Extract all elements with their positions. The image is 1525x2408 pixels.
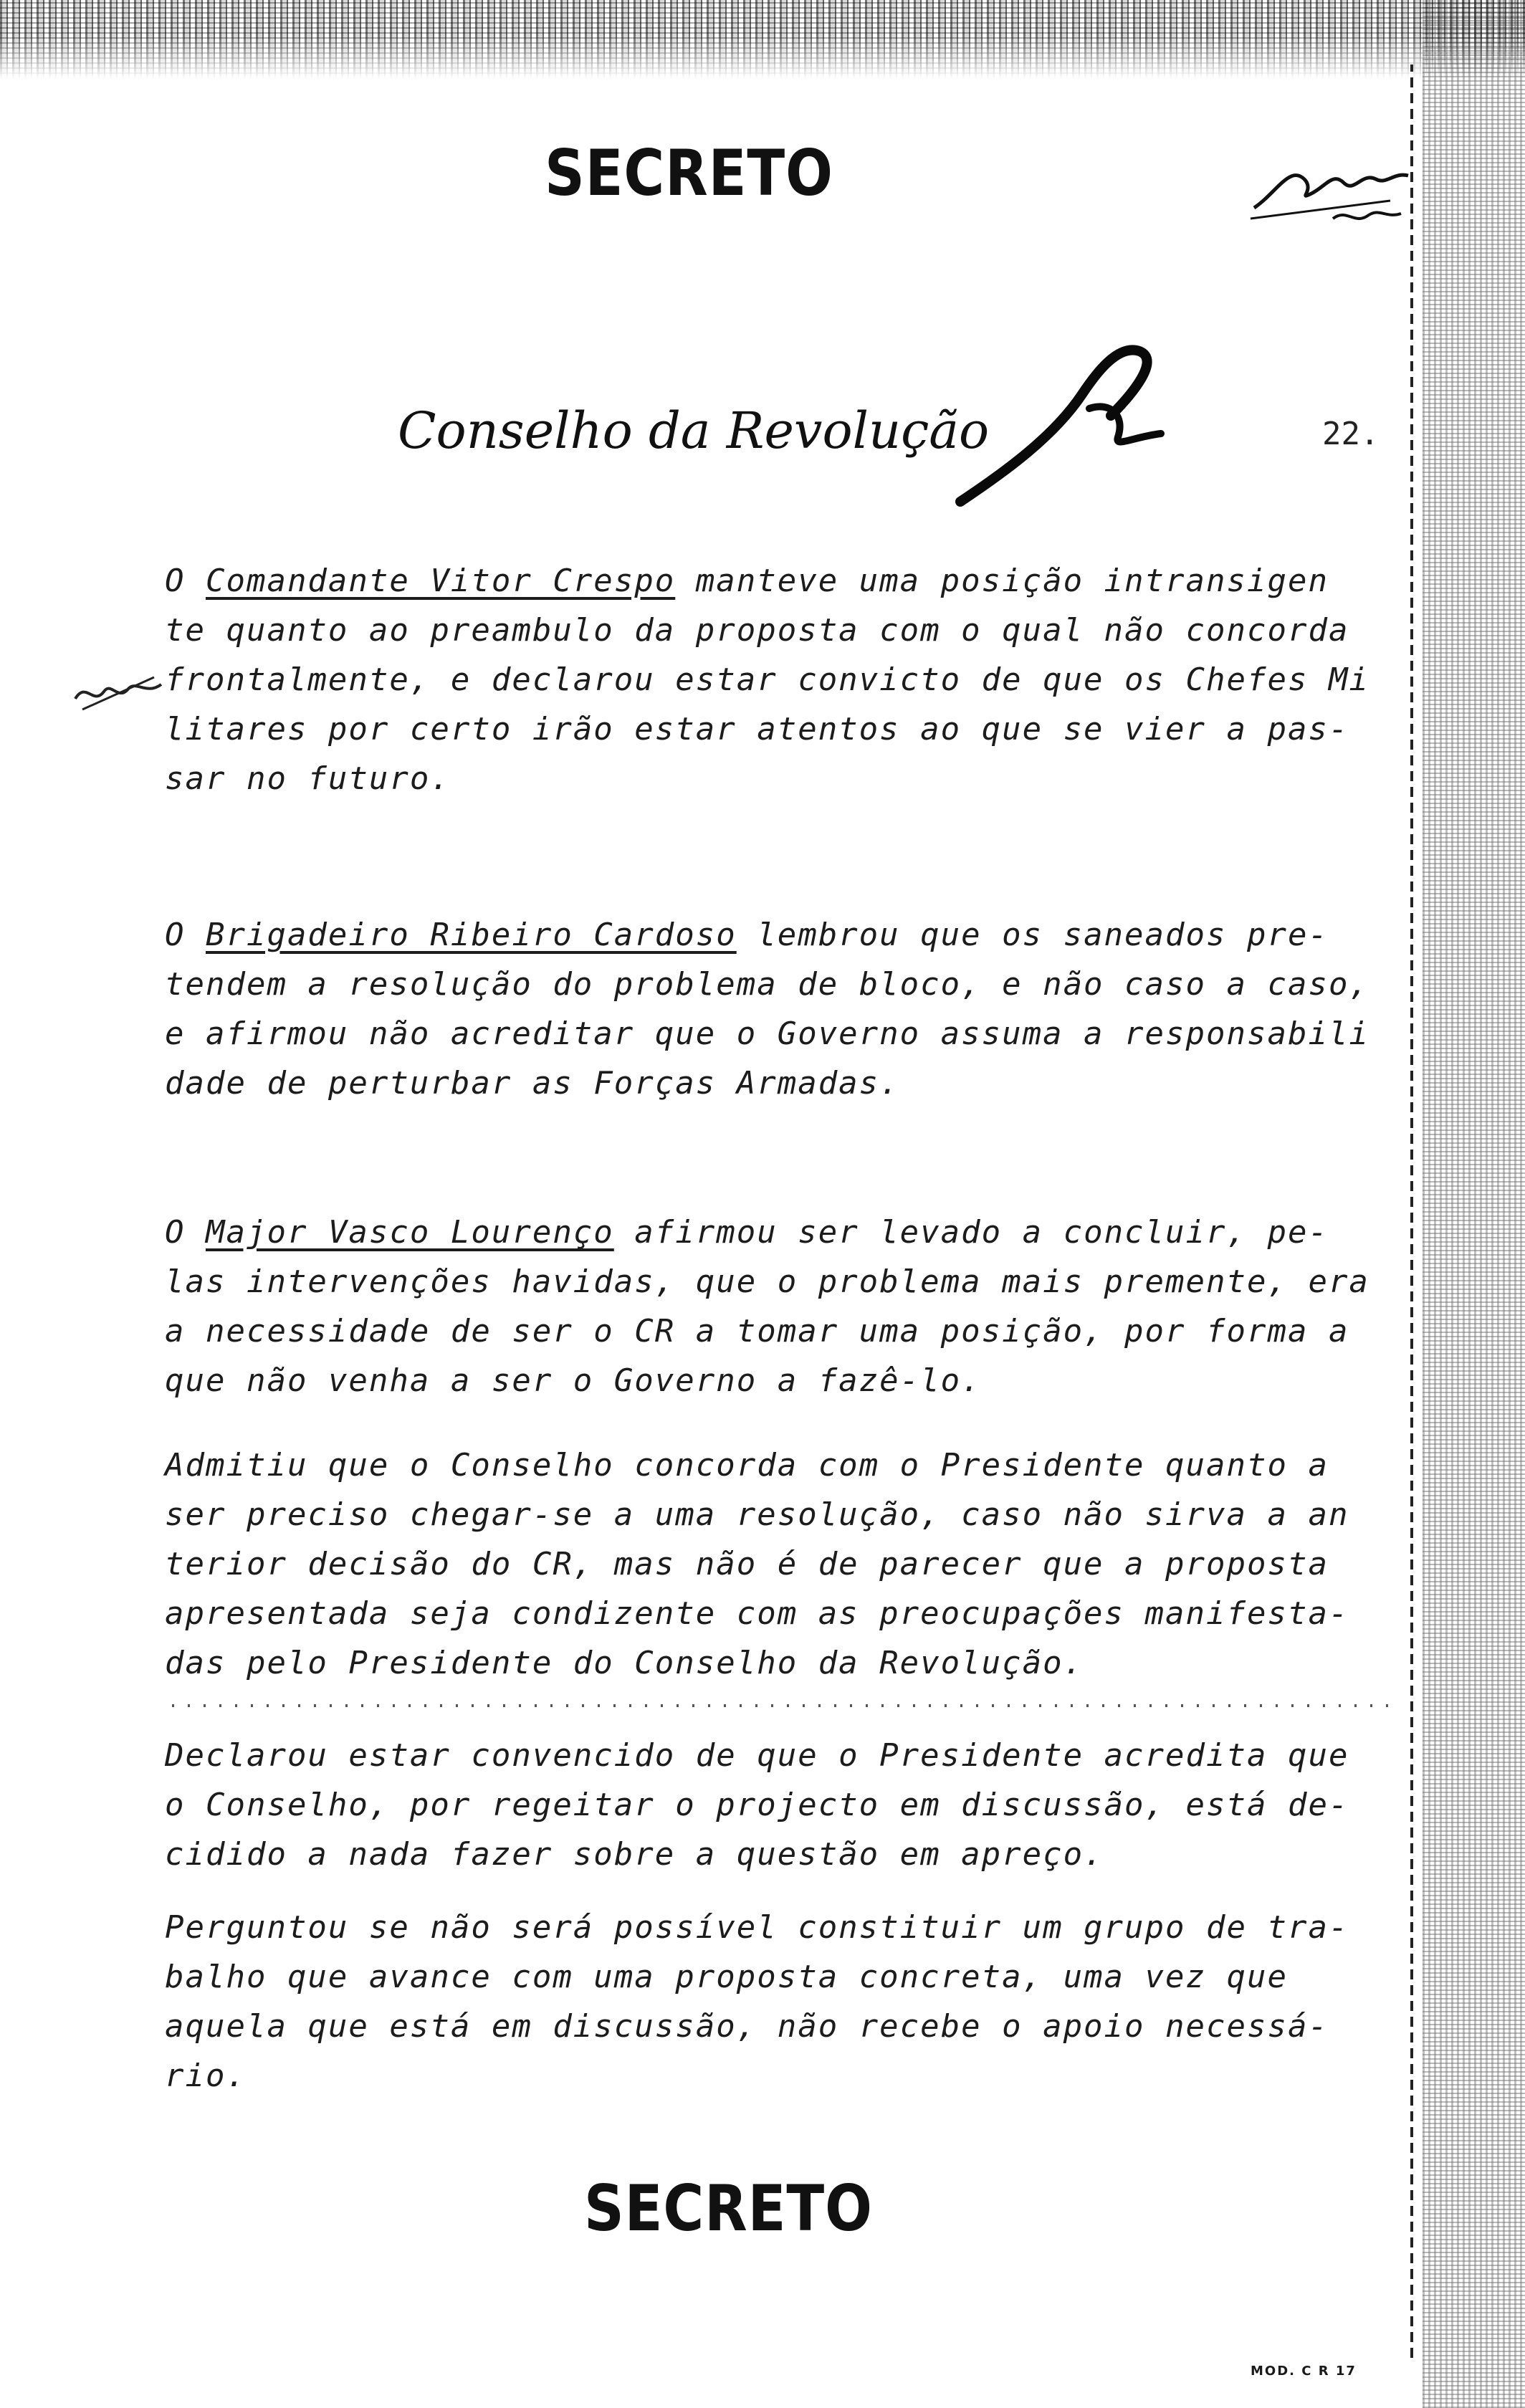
- text-segment: sar no futuro.: [165, 760, 451, 797]
- text-line: [165, 2051, 1340, 2101]
- text-line: [165, 1780, 1349, 1830]
- text-segment: dade de perturbar as Forças Armadas.: [165, 1065, 900, 1102]
- text-line: [165, 704, 1349, 754]
- text-line: [165, 910, 1340, 960]
- rubric-signature-center: [946, 330, 1182, 516]
- letterhead-title: Conselho da Revolução: [398, 401, 990, 460]
- speaker-name: Major Vasco Lourenço: [205, 1214, 614, 1251]
- text-line: [165, 1257, 1369, 1306]
- text-line: [165, 1009, 1369, 1059]
- text-segment: tendem a resolução do problema de bloco, e não caso a caso,: [165, 966, 1369, 1003]
- text-line: [165, 1356, 1340, 1405]
- text-line: [165, 655, 1369, 704]
- paragraph-brigadeiro-ribeiro-cardoso: [165, 910, 1369, 1108]
- text-segment: O: [165, 1214, 206, 1251]
- text-line: [165, 1830, 1340, 1879]
- text-segment: balho que avance com uma proposta concreta, uma vez que: [165, 1959, 1288, 1995]
- text-segment: frontalmente, e declarou estar convicto de que os Chefes Mi: [165, 661, 1369, 698]
- text-segment: Admitiu que o Conselho concorda com o Presidente quanto a: [165, 1447, 1329, 1484]
- scan-noise-top: [0, 0, 1525, 79]
- text-line: [165, 1638, 1340, 1688]
- text-segment: apresentada seja condizente com as preocupações manifesta-: [165, 1595, 1349, 1632]
- signature-initials-top-right: [1247, 150, 1419, 244]
- text-segment: O: [165, 917, 206, 953]
- margin-initials-left: [68, 666, 168, 717]
- text-segment: a necessidade de ser o CR a tomar uma posição, por forma a: [165, 1313, 1349, 1349]
- text-line: [165, 1539, 1340, 1589]
- text-segment: O: [165, 563, 206, 599]
- paragraph-admitiu: [165, 1440, 1349, 1688]
- text-line: [165, 754, 1340, 803]
- page-edge-line: [1410, 64, 1413, 2358]
- text-line: [165, 1306, 1349, 1356]
- text-line: [165, 960, 1369, 1009]
- text-segment: terior decisão do CR, mas não é de parecer que a proposta: [165, 1546, 1329, 1582]
- text-line: [165, 1208, 1340, 1257]
- form-code: MOD. C R 17: [1251, 2364, 1357, 2379]
- text-line: [165, 606, 1349, 655]
- text-segment: litares por certo irão estar atentos ao que se vier a pas-: [165, 711, 1349, 747]
- classification-stamp-top: SECRETO: [545, 136, 833, 210]
- text-segment: manteve uma posição intransigen: [675, 563, 1329, 599]
- text-line: [165, 1952, 1340, 2002]
- classification-stamp-bottom: SECRETO: [584, 2172, 873, 2245]
- text-segment: te quanto ao preambulo da proposta com o qual não concorda: [165, 612, 1349, 649]
- paragraph-major-vasco-lourenco: [165, 1208, 1369, 1405]
- text-segment: aquela que está em discussão, não recebe o apoio necessá-: [165, 2008, 1329, 2045]
- text-segment: afirmou ser levado a concluir, pe-: [613, 1214, 1329, 1251]
- text-segment: las intervenções havidas, que o problema mais premente, era: [165, 1263, 1369, 1300]
- text-line: [165, 1731, 1349, 1780]
- text-line: [165, 556, 1340, 606]
- text-segment: ser preciso chegar-se a uma resolução, caso não sirva a an: [165, 1496, 1349, 1533]
- text-line: [165, 1490, 1349, 1539]
- text-segment: e afirmou não acreditar que o Governo assuma a responsabili: [165, 1016, 1369, 1052]
- page-number: 22.: [1322, 416, 1380, 452]
- fold-line: [172, 1704, 1390, 1707]
- text-segment: cidido a nada fazer sobre a questão em apreço.: [165, 1836, 1104, 1873]
- text-line: [165, 1903, 1349, 1952]
- speaker-name: Comandante Vitor Crespo: [205, 563, 676, 599]
- speaker-name: Brigadeiro Ribeiro Cardoso: [205, 917, 737, 953]
- text-segment: rio.: [165, 2058, 247, 2094]
- text-segment: lembrou que os saneados pre-: [736, 917, 1329, 953]
- text-segment: o Conselho, por regeitar o projecto em discussão, está de-: [165, 1787, 1349, 1823]
- text-line: [165, 1589, 1349, 1638]
- text-line: [165, 2002, 1340, 2051]
- paragraph-comandante-vitor-crespo: [165, 556, 1369, 803]
- text-segment: Perguntou se não será possível constituir um grupo de tra-: [165, 1909, 1349, 1946]
- text-segment: das pelo Presidente do Conselho da Revolução.: [165, 1645, 1084, 1681]
- text-segment: Declarou estar convencido de que o Presidente acredita que: [165, 1737, 1349, 1774]
- paragraph-perguntou: [165, 1903, 1349, 2101]
- text-line: [165, 1440, 1340, 1490]
- scan-edge-right: [1423, 0, 1525, 2408]
- text-segment: que não venha a ser o Governo a fazê-lo.: [165, 1362, 982, 1399]
- paragraph-declarou: [165, 1731, 1349, 1879]
- text-line: [165, 1059, 1340, 1108]
